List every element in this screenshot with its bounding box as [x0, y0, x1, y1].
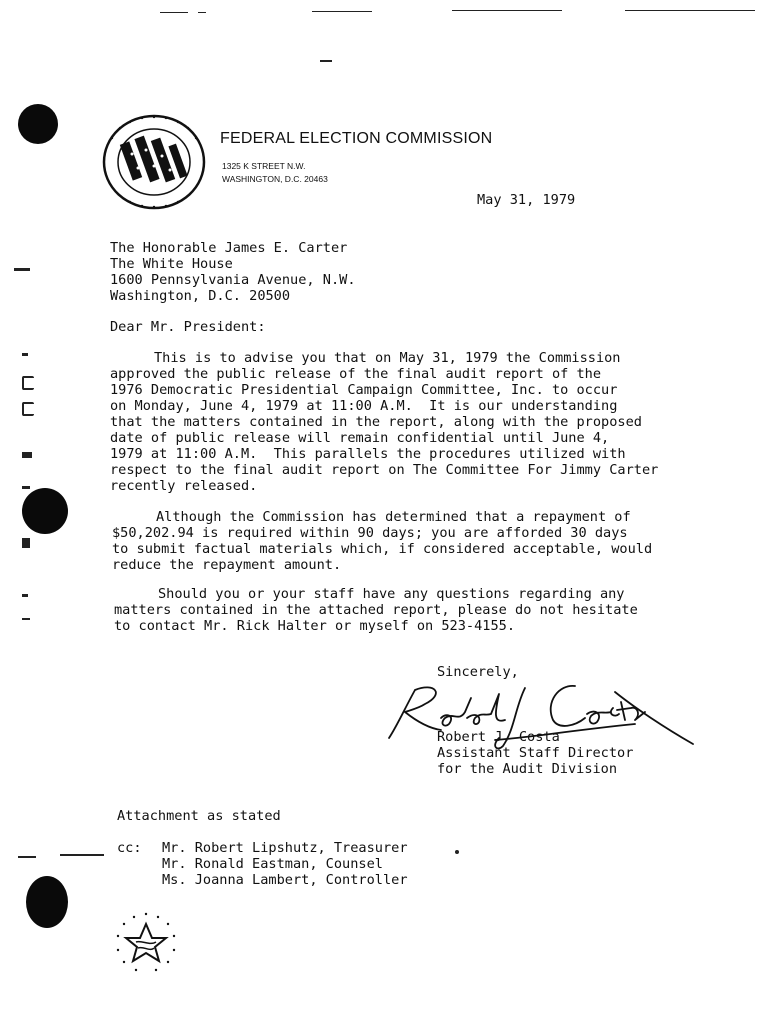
cc-label: cc:	[117, 840, 142, 856]
signer-name: Robert J. Costa	[437, 729, 560, 745]
signer-division: for the Audit Division	[437, 761, 618, 777]
body-line: to submit factual materials which, if considered acceptable, would	[112, 541, 653, 557]
salutation: Dear Mr. President:	[110, 319, 266, 335]
punch-hole-top	[18, 104, 58, 144]
paragraph-2	[112, 509, 652, 573]
bicentennial-star-emblem	[110, 910, 182, 976]
body-line: that the matters contained in the report, along with the proposed	[110, 414, 642, 430]
recipient-address	[110, 240, 356, 304]
body-line: 1979 at 11:00 A.M. This parallels the procedures utilized with	[110, 446, 626, 462]
signature-block	[437, 729, 633, 777]
cc-list	[162, 840, 408, 888]
body-line: reduce the repayment amount.	[112, 557, 342, 573]
scan-artifact-top-lines	[0, 10, 770, 14]
body-line: 1976 Democratic Presidential Campaign Committee, Inc. to occur	[110, 382, 618, 398]
org-name: FEDERAL ELECTION COMMISSION	[220, 130, 493, 147]
recipient-line: The White House	[110, 256, 233, 272]
punch-hole-bottom	[26, 876, 68, 928]
fec-seal	[100, 112, 208, 212]
body-line: date of public release will remain confidential until June 4,	[110, 430, 610, 446]
punch-hole-middle	[22, 488, 68, 534]
org-city: WASHINGTON, D.C. 20463	[222, 174, 328, 184]
cc-entry: Mr. Robert Lipshutz, Treasurer	[162, 840, 408, 856]
body-line: This is to advise you that on May 31, 1979 the Commission	[154, 350, 621, 366]
signer-title: Assistant Staff Director	[437, 745, 634, 761]
closing: Sincerely,	[437, 664, 519, 680]
body-line: Although the Commission has determined that a repayment of	[156, 509, 631, 525]
body-line: Should you or your staff have any questions regarding any	[158, 586, 625, 602]
paragraph-3	[114, 586, 638, 634]
recipient-line: The Honorable James E. Carter	[110, 240, 348, 256]
attachment-note: Attachment as stated	[117, 808, 281, 824]
letter-date: May 31, 1979	[477, 192, 576, 208]
recipient-line: Washington, D.C. 20500	[110, 288, 291, 304]
cc-entry: Mr. Ronald Eastman, Counsel	[162, 856, 383, 872]
recipient-line: 1600 Pennsylvania Avenue, N.W.	[110, 272, 356, 288]
body-line: approved the public release of the final audit report of the	[110, 366, 602, 382]
body-line: recently released.	[110, 478, 258, 494]
scan-artifact-dot	[455, 850, 459, 854]
paragraph-1	[110, 350, 658, 494]
cc-entry: Ms. Joanna Lambert, Controller	[162, 872, 408, 888]
scan-artifact-dash	[320, 60, 332, 62]
body-line: $50,202.94 is required within 90 days; you are afforded 30 days	[112, 525, 628, 541]
body-line: matters contained in the attached report, please do not hesitate	[114, 602, 638, 618]
body-line: to contact Mr. Rick Halter or myself on 523-4155.	[114, 618, 516, 634]
body-line: on Monday, June 4, 1979 at 11:00 A.M. It is our understanding	[110, 398, 618, 414]
body-line: respect to the final audit report on The Committee For Jimmy Carter	[110, 462, 659, 478]
org-street: 1325 K STREET N.W.	[222, 161, 306, 171]
